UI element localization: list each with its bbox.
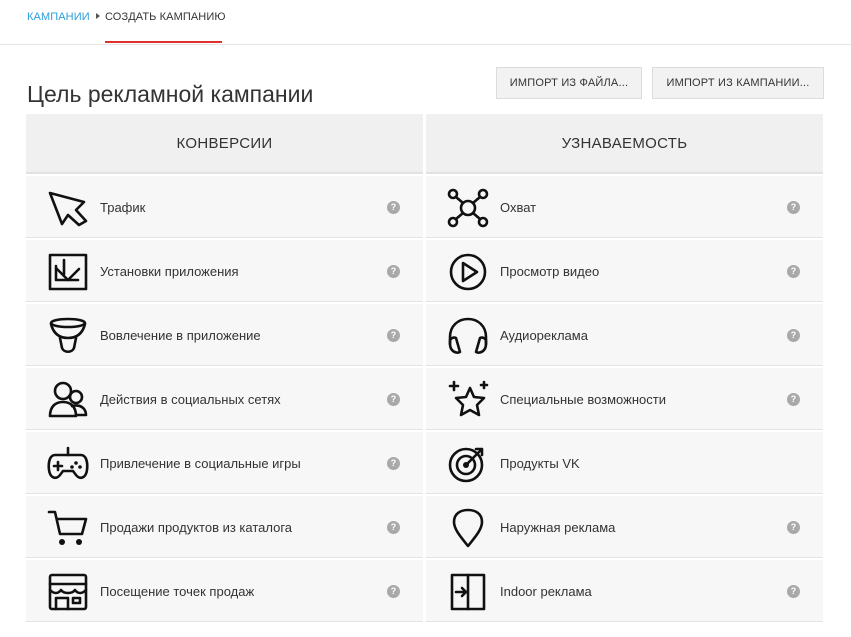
objective-label: Трафик — [100, 200, 146, 215]
conversions-header: КОНВЕРСИИ — [26, 114, 423, 174]
help-icon[interactable]: ? — [787, 521, 800, 534]
objective-traffic[interactable] — [26, 176, 423, 238]
objective-video-views[interactable] — [426, 240, 823, 302]
objective-label: Привлечение в социальные игры — [100, 456, 301, 471]
help-icon[interactable]: ? — [787, 265, 800, 278]
help-icon[interactable]: ? — [387, 585, 400, 598]
objective-label: Охват — [500, 200, 537, 215]
breadcrumb-current: СОЗДАТЬ КАМПАНИЮ — [105, 11, 226, 23]
store-icon — [46, 572, 90, 612]
breadcrumb-separator-icon — [96, 13, 100, 19]
headphones-icon — [446, 316, 490, 356]
objective-special-features[interactable] — [426, 368, 823, 430]
help-icon[interactable]: ? — [387, 457, 400, 470]
top-bar — [0, 0, 851, 45]
help-icon[interactable]: ? — [387, 521, 400, 534]
download-box-icon — [46, 252, 90, 292]
objective-label: Действия в социальных сетях — [100, 392, 281, 407]
help-icon[interactable]: ? — [387, 201, 400, 214]
people-icon — [46, 380, 90, 420]
objective-label: Посещение точек продаж — [100, 584, 255, 599]
cursor-icon — [46, 188, 90, 228]
funnel-icon — [46, 316, 90, 356]
play-icon — [446, 252, 490, 292]
map-pin-icon — [446, 508, 490, 548]
door-enter-icon — [446, 572, 490, 612]
gamepad-icon — [46, 444, 90, 484]
import-from-file-button[interactable]: ИМПОРТ ИЗ ФАЙЛА... — [496, 67, 642, 99]
objective-social-games[interactable] — [26, 432, 423, 494]
help-icon[interactable]: ? — [387, 329, 400, 342]
objective-label: Просмотр видео — [500, 264, 600, 279]
cart-icon — [46, 508, 90, 548]
help-icon[interactable]: ? — [787, 585, 800, 598]
objective-label: Специальные возможности — [500, 392, 666, 407]
objective-indoor-ads[interactable] — [426, 560, 823, 622]
conversions-column — [26, 114, 423, 622]
star-icon — [446, 380, 490, 420]
objective-label: Продажи продуктов из каталога — [100, 520, 293, 535]
objective-social-actions[interactable] — [26, 368, 423, 430]
objective-label: Вовлечение в приложение — [100, 328, 261, 343]
help-icon[interactable]: ? — [787, 201, 800, 214]
objective-label: Установки приложения — [100, 264, 239, 279]
objective-label: Продукты VK — [500, 456, 580, 471]
objective-audio-ads[interactable] — [426, 304, 823, 366]
awareness-header: УЗНАВАЕМОСТЬ — [426, 114, 823, 174]
objective-label: Наружная реклама — [500, 520, 616, 535]
active-tab-underline — [105, 41, 222, 43]
objective-app-installs[interactable] — [26, 240, 423, 302]
objective-vk-products[interactable] — [426, 432, 823, 494]
help-icon[interactable]: ? — [787, 329, 800, 342]
reach-icon — [446, 188, 490, 228]
objective-outdoor-ads[interactable] — [426, 496, 823, 558]
help-icon[interactable]: ? — [387, 393, 400, 406]
awareness-column — [426, 114, 823, 622]
breadcrumb-campaigns-link[interactable]: КАМПАНИИ — [27, 11, 90, 23]
objective-app-engagement[interactable] — [26, 304, 423, 366]
target-icon — [446, 444, 490, 484]
objective-store-visits[interactable] — [26, 560, 423, 622]
help-icon[interactable]: ? — [387, 265, 400, 278]
help-icon[interactable]: ? — [787, 393, 800, 406]
import-from-campaign-button[interactable]: ИМПОРТ ИЗ КАМПАНИИ... — [652, 67, 824, 99]
objective-label: Аудиореклама — [500, 328, 588, 343]
objective-label: Indoor реклама — [500, 584, 592, 599]
objective-catalog-sales[interactable] — [26, 496, 423, 558]
objective-reach[interactable] — [426, 176, 823, 238]
page-title: Цель рекламной кампании — [27, 81, 314, 108]
